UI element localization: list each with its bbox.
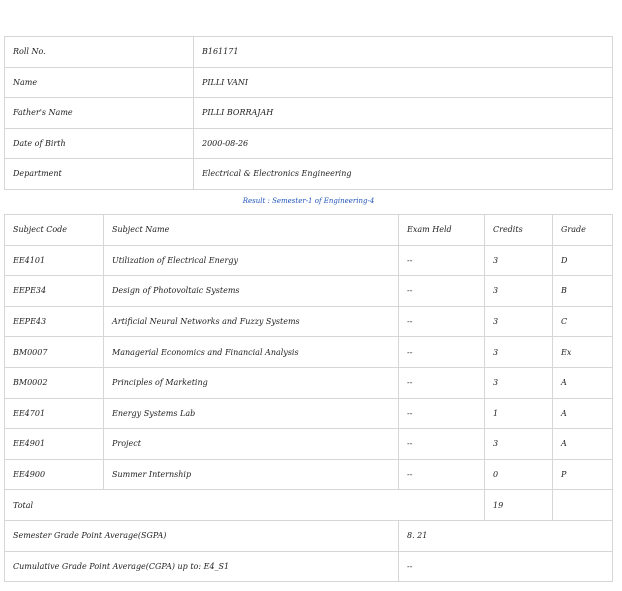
total-credits: 19 <box>485 490 553 521</box>
table-row <box>5 245 613 276</box>
header-row <box>5 215 613 246</box>
marks-table <box>4 214 613 582</box>
credits: 1 <box>485 398 553 429</box>
grade: P <box>553 459 613 490</box>
exam-held: -- <box>399 276 485 307</box>
cgpa-value: -- <box>399 551 613 582</box>
name-value: PILLI VANI <box>194 67 613 98</box>
department-row <box>5 159 613 190</box>
sgpa-label: Semester Grade Point Average(SGPA) <box>5 520 399 551</box>
subject-code: EE4701 <box>5 398 104 429</box>
credits: 3 <box>485 337 553 368</box>
grade: Ex <box>553 337 613 368</box>
subject-name: Managerial Economics and Financial Analysis <box>104 337 399 368</box>
header-grade: Grade <box>553 215 613 246</box>
credits: 3 <box>485 367 553 398</box>
name-label: Name <box>5 67 194 98</box>
subject-name: Energy Systems Lab <box>104 398 399 429</box>
subject-name: Artificial Neural Networks and Fuzzy Systems <box>104 306 399 337</box>
header-credits: Credits <box>485 215 553 246</box>
grade: B <box>553 276 613 307</box>
credits: 3 <box>485 276 553 307</box>
subject-code: EE4901 <box>5 429 104 460</box>
dob-row <box>5 128 613 159</box>
subject-name: Project <box>104 429 399 460</box>
roll-row <box>5 37 613 68</box>
exam-held: -- <box>399 367 485 398</box>
total-grade-blank <box>553 490 613 521</box>
table-row <box>5 398 613 429</box>
subject-name: Summer Internship <box>104 459 399 490</box>
table-row <box>5 337 613 368</box>
exam-held: -- <box>399 337 485 368</box>
grade: A <box>553 367 613 398</box>
table-row <box>5 276 613 307</box>
credits: 3 <box>485 245 553 276</box>
subject-code: BM0002 <box>5 367 104 398</box>
dob-value: 2000-08-26 <box>194 128 613 159</box>
student-details-table <box>4 36 613 190</box>
subject-name: Design of Photovoltaic Systems <box>104 276 399 307</box>
credits: 3 <box>485 306 553 337</box>
exam-held: -- <box>399 245 485 276</box>
father-row <box>5 98 613 129</box>
department-value: Electrical & Electronics Engineering <box>194 159 613 190</box>
sgpa-row <box>5 520 613 551</box>
table-row <box>5 367 613 398</box>
grade: A <box>553 398 613 429</box>
exam-held: -- <box>399 429 485 460</box>
name-row <box>5 67 613 98</box>
subject-code: EEPE34 <box>5 276 104 307</box>
subject-code: EE4101 <box>5 245 104 276</box>
cgpa-label: Cumulative Grade Point Average(CGPA) up to: E4_S1 <box>5 551 399 582</box>
subject-code: BM0007 <box>5 337 104 368</box>
department-label: Department <box>5 159 194 190</box>
header-subject-code: Subject Code <box>5 215 104 246</box>
exam-held: -- <box>399 459 485 490</box>
subject-name: Utilization of Electrical Energy <box>104 245 399 276</box>
subject-code: EE4900 <box>5 459 104 490</box>
father-value: PILLI BORRAJAH <box>194 98 613 129</box>
table-row <box>5 306 613 337</box>
table-row <box>5 459 613 490</box>
father-label: Father's Name <box>5 98 194 129</box>
sgpa-value: 8. 21 <box>399 520 613 551</box>
dob-label: Date of Birth <box>5 128 194 159</box>
credits: 0 <box>485 459 553 490</box>
header-exam-held: Exam Held <box>399 215 485 246</box>
exam-held: -- <box>399 398 485 429</box>
exam-held: -- <box>399 306 485 337</box>
total-row <box>5 490 613 521</box>
table-row <box>5 429 613 460</box>
grade: A <box>553 429 613 460</box>
result-title: Result : Semester-1 of Engineering-4 <box>242 197 375 205</box>
roll-label: Roll No. <box>5 37 194 68</box>
header-subject-name: Subject Name <box>104 215 399 246</box>
subject-name: Principles of Marketing <box>104 367 399 398</box>
subject-code: EEPE43 <box>5 306 104 337</box>
grade: C <box>553 306 613 337</box>
roll-value: B161171 <box>194 37 613 68</box>
grade: D <box>553 245 613 276</box>
cgpa-row <box>5 551 613 582</box>
total-label: Total <box>5 490 485 521</box>
credits: 3 <box>485 429 553 460</box>
